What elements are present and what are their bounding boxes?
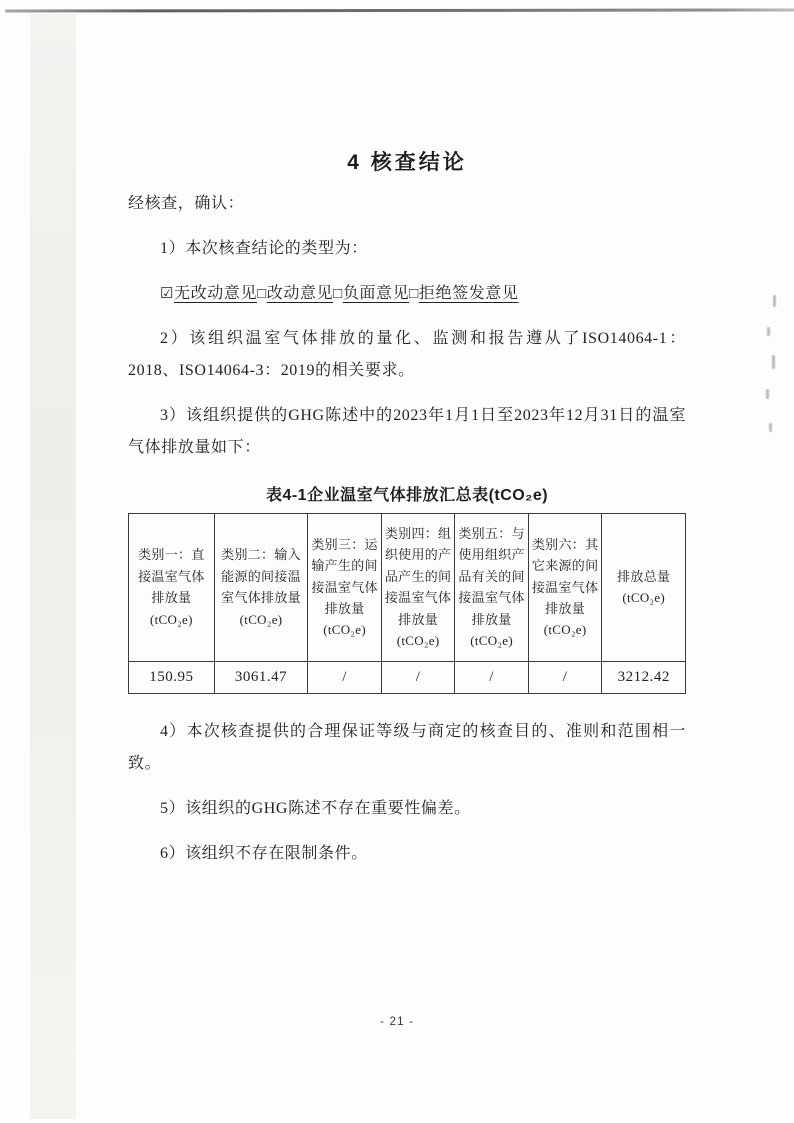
option-negative — [333, 285, 409, 302]
conclusion-options-line — [128, 278, 686, 310]
scan-edge-line — [5, 8, 794, 12]
intro-text: 经核查，确认： — [128, 195, 245, 212]
option-label: 改动意见 — [266, 285, 334, 302]
value-total: 3212.42 — [602, 661, 686, 693]
value-category3: / — [308, 661, 382, 693]
table-title: 表4-1企业温室气体排放汇总表(tCO₂e) — [265, 487, 549, 504]
column-header-category2: 类别二：输入能源的间接温室气体排放量(tCO₂e) — [214, 514, 308, 662]
ghg-statement-item: 3）该组织提供的GHG陈述中的2023年1月1日至2023年12月31日的温室气体排放量如下： — [128, 407, 686, 456]
value-category2: 3061.47 — [214, 661, 308, 693]
section-title: 4 核查结论 — [347, 151, 467, 174]
value-category4: / — [381, 661, 455, 693]
unchecked-checkbox-icon: □ — [409, 286, 419, 302]
option-unmodified — [160, 285, 257, 302]
column-header-category4: 类别四：组织使用的产品产生的间接温室气体排放量(tCO₂e) — [381, 514, 455, 662]
document-body — [128, 146, 686, 883]
option-label: 无改动意见 — [174, 285, 258, 302]
unchecked-checkbox-icon: □ — [257, 286, 267, 302]
iso-compliance-item: 2）该组织温室气体排放的量化、监测和报告遵从了ISO14064-1：2018、ISO14064-3：2019的相关要求。 — [128, 330, 686, 379]
option-label: 拒绝签发意见 — [418, 285, 519, 302]
column-header-category6: 类别六：其它来源的间接温室气体排放量(tCO₂e) — [528, 514, 602, 662]
materiality-item: 5）该组织的GHG陈述不存在重要性偏差。 — [160, 799, 471, 817]
option-refuse-issue — [409, 285, 518, 302]
table-header-row — [129, 514, 686, 662]
limitations-item: 6）该组织不存在限制条件。 — [160, 844, 368, 862]
value-category5: / — [455, 661, 529, 693]
bleed-through-marks — [756, 295, 778, 455]
conclusion-type-item: 1）本次核查结论的类型为： — [160, 240, 368, 257]
option-label: 负面意见 — [342, 285, 410, 302]
unchecked-checkbox-icon: □ — [333, 286, 343, 302]
option-modified — [257, 285, 333, 302]
column-header-category5: 类别五：与使用组织产品有关的间接温室气体排放量(tCO₂e) — [455, 514, 529, 662]
assurance-level-item: 4）本次核查提供的合理保证等级与商定的核查目的、准则和范围相一致。 — [128, 722, 686, 772]
page-number: - 21 - — [379, 1014, 414, 1028]
table-value-row — [129, 661, 686, 693]
column-header-category1: 类别一：直接温室气体排放量(tCO₂e) — [129, 514, 215, 662]
value-category6: / — [528, 661, 602, 693]
emissions-summary-table — [128, 513, 686, 694]
checked-checkbox-icon: ☑ — [160, 286, 175, 302]
column-header-category3: 类别三：运输产生的间接温室气体排放量(tCO₂e) — [308, 514, 382, 662]
column-header-total: 排放总量(tCO₂e) — [602, 514, 686, 662]
value-category1: 150.95 — [129, 661, 215, 693]
scan-left-shadow — [30, 14, 76, 1119]
